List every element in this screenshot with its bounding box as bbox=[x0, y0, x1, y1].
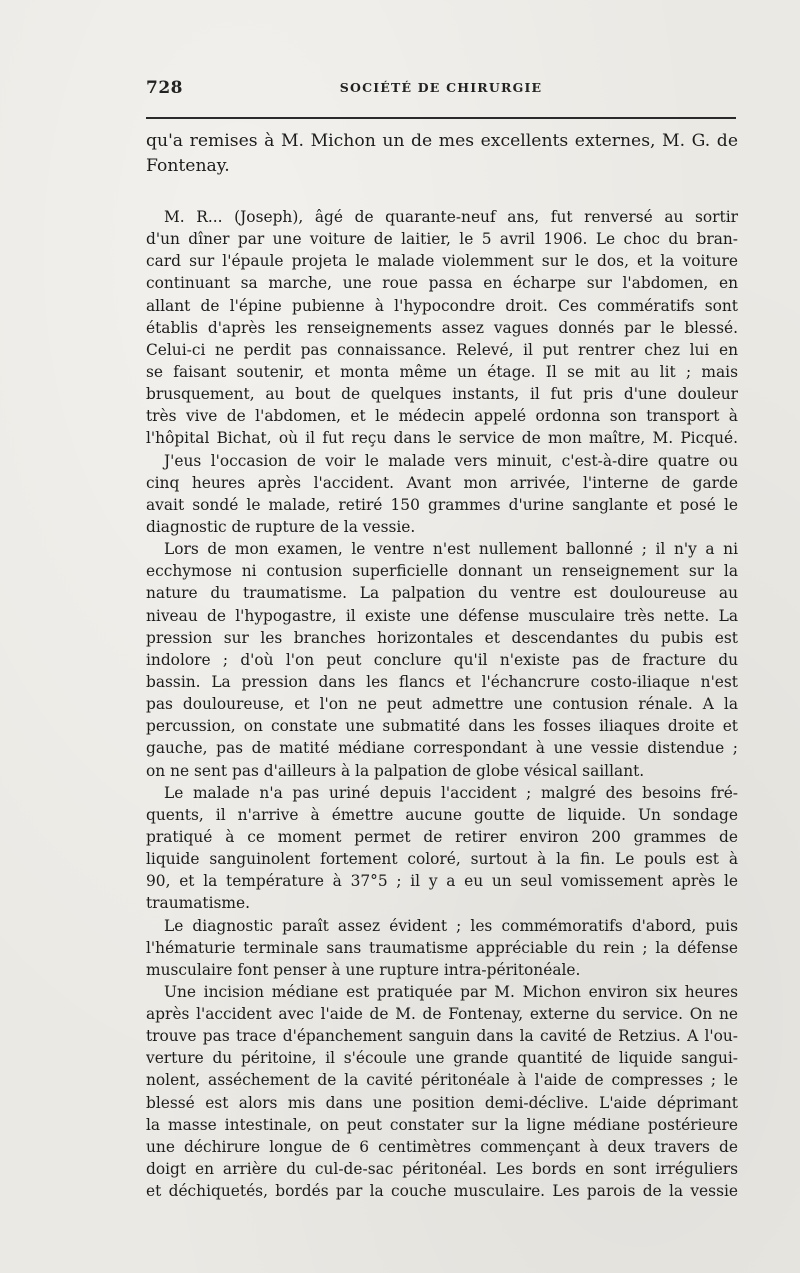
text-line: liquide sanguinolent fortement coloré, surtout à la fin. Le pouls est à bbox=[146, 850, 738, 869]
text-line: gauche, pas de matité médiane correspondant à une vessie distendue ; bbox=[146, 739, 738, 758]
text-line: percussion, on constate une submatité dans les fosses iliaques droite et bbox=[146, 717, 738, 736]
text-line: Lors de mon examen, le ventre n'est nullement ballonné ; il n'y a ni bbox=[164, 540, 738, 559]
text-line: Une incision médiane est pratiquée par M. Michon environ six heures bbox=[164, 982, 738, 1001]
page-header bbox=[146, 78, 736, 100]
text-line: quents, il n'arrive à émettre aucune goutte de liquide. Un sondage bbox=[146, 805, 738, 824]
text-line: card sur l'épaule projeta le malade violemment sur le dos, et la voiture bbox=[146, 252, 738, 271]
text-line: avait sondé le malade, retiré 150 grammes d'urine sanglante et posé le bbox=[146, 495, 738, 514]
text-line: d'un dîner par une voiture de laitier, le 5 avril 1906. Le choc du bran- bbox=[146, 230, 738, 249]
text-line: verture du péritoine, il s'écoule une grande quantité de liquide sangui- bbox=[146, 1049, 738, 1068]
text-line: se faisant soutenir, et monta même un étage. Il se mit au lit ; mais bbox=[146, 362, 738, 381]
text-line: Celui-ci ne perdit pas connaissance. Relevé, il put rentrer chez lui en bbox=[146, 340, 738, 359]
text-line: Le malade n'a pas uriné depuis l'accident ; malgré des besoins fré- bbox=[164, 783, 738, 802]
text-line: niveau de l'hypogastre, il existe une défense musculaire très nette. La bbox=[146, 606, 738, 625]
text-line: l'hôpital Bichat, où il fut reçu dans le service de mon maître, M. Picqué. bbox=[146, 429, 738, 448]
text-line: doigt en arrière du cul-de-sac péritonéal. Les bords en sont irréguliers bbox=[146, 1160, 738, 1179]
text-line: une déchirure longue de 6 centimètres commençant à deux travers de bbox=[146, 1137, 738, 1156]
page-number: 728 bbox=[146, 78, 183, 98]
text-line: Le diagnostic paraît assez évident ; les commémoratifs d'abord, puis bbox=[164, 916, 738, 935]
text-line: musculaire font penser à une rupture intra-péritonéale. bbox=[146, 960, 581, 979]
text-line: l'hématurie terminale sans traumatisme appréciable du rein ; la défense bbox=[146, 938, 738, 957]
text-line: nolent, asséchement de la cavité péritonéale à l'aide de compresses ; le bbox=[146, 1071, 738, 1090]
text-line: établis d'après les renseignements assez vagues donnés par le blessé. bbox=[146, 318, 738, 337]
running-head: SOCIÉTÉ DE CHIRURGIE bbox=[339, 80, 543, 95]
text-line: traumatisme. bbox=[146, 894, 250, 913]
text-line: pas douloureuse, et l'on ne peut admettre une contusion rénale. A la bbox=[146, 695, 738, 714]
text-line: on ne sent pas d'ailleurs à la palpation de globe vésical saillant. bbox=[146, 761, 645, 780]
text-line: M. R... (Joseph), âgé de quarante-neuf ans, fut renversé au sortir bbox=[164, 208, 738, 226]
text-line: très vive de l'abdomen, et le médecin appelé ordonna son transport à bbox=[146, 407, 738, 426]
text-line: la masse intestinale, on peut constater sur la ligne médiane postérieure bbox=[146, 1115, 738, 1134]
text-line: indolore ; d'où l'on peut conclure qu'il n'existe pas de fracture du bbox=[146, 650, 738, 669]
text-line: allant de l'épine pubienne à l'hypocondre droit. Ces commératifs sont bbox=[146, 296, 738, 315]
text-line: bassin. La pression dans les flancs et l'échancrure costo-iliaque n'est bbox=[146, 672, 738, 691]
text-line: 90, et la température à 37°5 ; il y a eu un seul vomissement après le bbox=[146, 872, 738, 891]
text-line: après l'accident avec l'aide de M. de Fontenay, externe du service. On ne bbox=[146, 1005, 738, 1024]
paragraph-gap bbox=[146, 179, 738, 206]
text-line: cinq heures après l'accident. Avant mon arrivée, l'interne de garde bbox=[146, 473, 738, 492]
text-line: pression sur les branches horizontales et descendantes du pubis est bbox=[146, 628, 738, 647]
header-rule bbox=[146, 117, 736, 119]
text-line: continuant sa marche, une roue passa en écharpe sur l'abdomen, en bbox=[146, 274, 738, 293]
text-line: nature du traumatisme. La palpation du ventre est douloureuse au bbox=[146, 584, 738, 603]
text-line: diagnostic de rupture de la vessie. bbox=[146, 517, 416, 536]
body-text bbox=[146, 129, 738, 1202]
intro-line: Fontenay. bbox=[146, 156, 230, 176]
text-line: blessé est alors mis dans une position demi-déclive. L'aide déprimant bbox=[146, 1093, 738, 1112]
text-line: trouve pas trace d'épanchement sanguin dans la cavité de Retzius. A l'ou- bbox=[146, 1027, 738, 1046]
intro-line: qu'a remises à M. Michon un de mes excellents externes, M. G. de bbox=[146, 131, 738, 151]
text-line: pratiqué à ce moment permet de retirer environ 200 grammes de bbox=[146, 827, 738, 846]
text-line: ecchymose ni contusion superficielle donnant un renseignement sur la bbox=[146, 562, 738, 581]
text-line: J'eus l'occasion de voir le malade vers minuit, c'est-à-dire quatre ou bbox=[164, 451, 738, 470]
text-line: et déchiquetés, bordés par la couche musculaire. Les parois de la vessie bbox=[146, 1182, 738, 1201]
text-line: brusquement, au bout de quelques instants, il fut pris d'une douleur bbox=[146, 385, 738, 404]
